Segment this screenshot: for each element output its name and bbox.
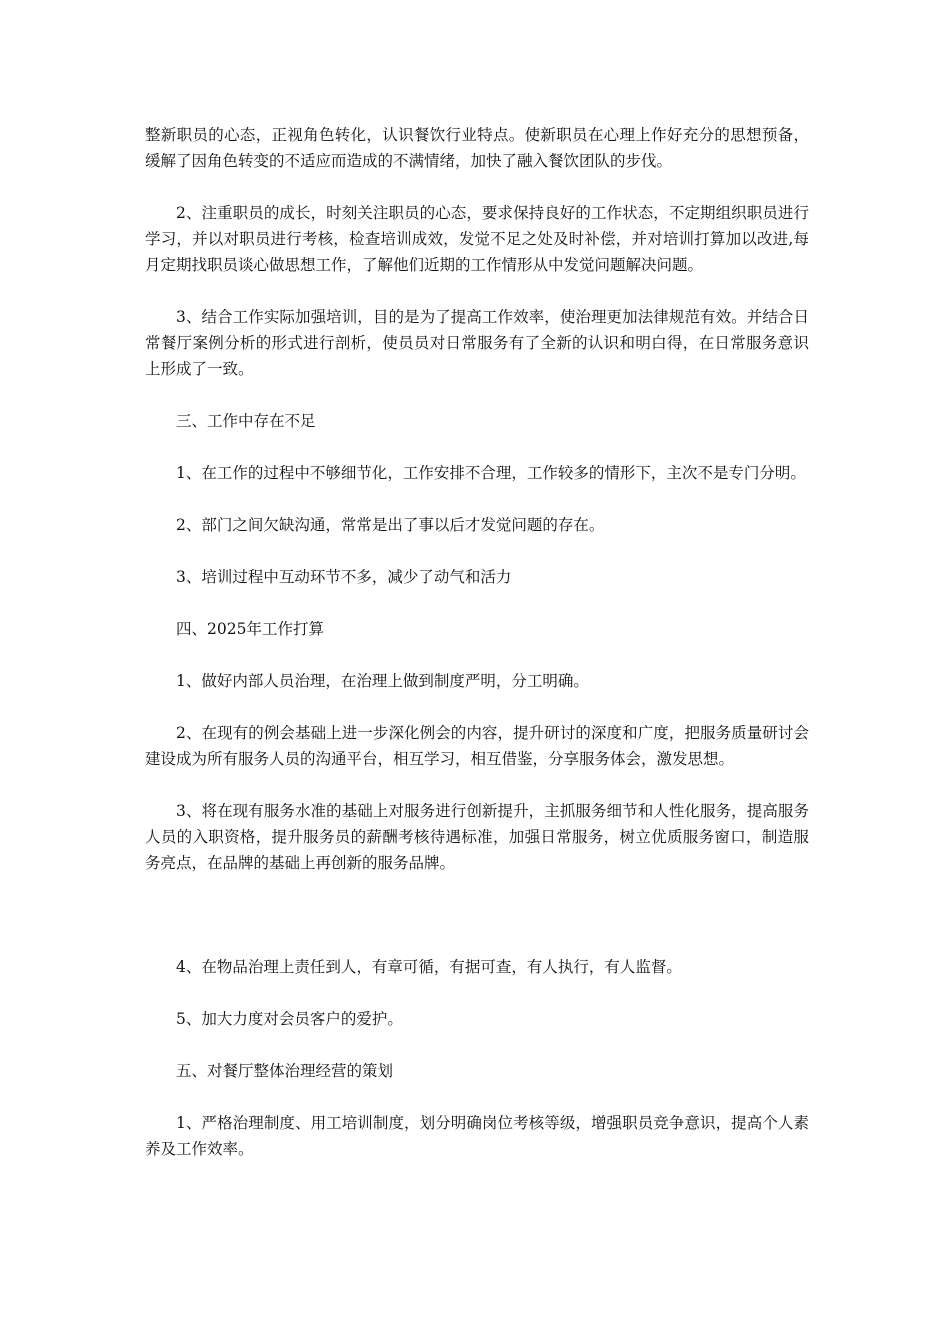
- paragraph-item-2-growth: 2、注重职员的成长，时刻关注职员的心态，要求保持良好的工作状态，不定期组织职员进行学习，并以对职员进行考核，检查培训成效，发觉不足之处及时补偿，并对培训打算加以改进,每月定期找职员谈心做思想工作，了解他们近期的工作情形从中发觉问题解决问题。: [145, 204, 809, 274]
- paragraph-plan-4: 4、在物品治理上责任到人，有章可循，有据可查，有人执行，有人监督。: [176, 958, 682, 976]
- paragraph-continuation: 整新职员的心态，正视角色转化，认识餐饮行业特点。使新职员在心理上作好充分的思想预备，缓解了因角色转变的不适应而造成的不满情绪，加快了融入餐饮团队的步伐。: [145, 126, 809, 170]
- section-heading-3: 三、工作中存在不足: [176, 412, 316, 430]
- paragraph-deficiency-3: 3、培训过程中互动环节不多，减少了动气和活力: [176, 568, 512, 586]
- paragraph-plan-3: 3、将在现有服务水准的基础上对服务进行创新提升，主抓服务细节和人性化服务，提高服务人员的入职资格，提升服务员的薪酬考核待遇标准，加强日常服务，树立优质服务窗口，制造服务亮点，在品牌的基础上再创新的服务品牌。: [145, 802, 809, 872]
- section-heading-4: 四、2025年工作打算: [176, 620, 324, 638]
- paragraph-deficiency-1: 1、在工作的过程中不够细节化，工作安排不合理，工作较多的情形下，主次不是专门分明。: [176, 464, 806, 482]
- paragraph-strategy-1: 1、严格治理制度、用工培训制度，划分明确岗位考核等级，增强职员竞争意识，提高个人素养及工作效率。: [145, 1114, 809, 1158]
- document-body: [145, 122, 809, 1188]
- paragraph-plan-2: 2、在现有的例会基础上进一步深化例会的内容，提升研讨的深度和广度，把服务质量研讨会建设成为所有服务人员的沟通平台，相互学习，相互借鉴，分享服务体会，激发思想。: [145, 724, 809, 768]
- paragraph-plan-5: 5、加大力度对会员客户的爱护。: [176, 1010, 403, 1028]
- paragraph-plan-1: 1、做好内部人员治理，在治理上做到制度严明，分工明确。: [176, 672, 589, 690]
- section-heading-5: 五、对餐厅整体治理经营的策划: [176, 1062, 394, 1080]
- paragraph-item-3-training: 3、结合工作实际加强培训，目的是为了提高工作效率，使治理更加法律规范有效。并结合日常餐厅案例分析的形式进行剖析，使员员对日常服务有了全新的认识和明白得，在日常服务意识上形成了一致。: [145, 308, 809, 378]
- paragraph-deficiency-2: 2、部门之间欠缺沟通，常常是出了事以后才发觉问题的存在。: [176, 516, 605, 534]
